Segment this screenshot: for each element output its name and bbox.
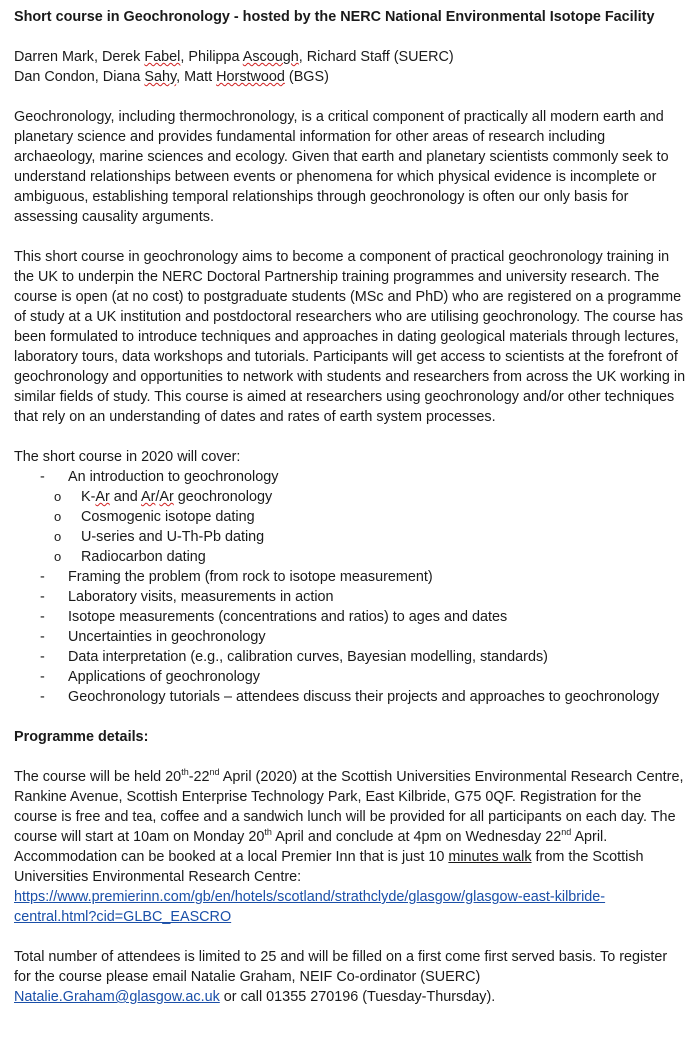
sublist-item: o U-series and U-Th-Pb dating xyxy=(14,527,686,547)
authors-line-bgs: Dan Condon, Diana Sahy, Matt Horstwood (BGS) xyxy=(14,69,329,85)
list-item: - Data interpretation (e.g., calibration curves, Bayesian modelling, standards) xyxy=(14,647,686,667)
list-item: - An introduction to geochronology xyxy=(14,467,686,487)
sublist-item: o Radiocarbon dating xyxy=(14,547,686,567)
list-item: - Applications of geochronology xyxy=(14,667,686,687)
list-item: - Isotope measurements (concentrations and ratios) to ages and dates xyxy=(14,607,686,627)
programme-heading: Programme details: xyxy=(14,729,149,745)
list-item: - Geochronology tutorials – attendees discuss their projects and approaches to geochronology xyxy=(14,687,686,707)
sublist-item: o K-Ar and Ar/Ar geochronology xyxy=(14,487,686,507)
list-item: - Uncertainties in geochronology xyxy=(14,627,686,647)
aims-paragraph: This short course in geochronology aims to become a component of practical geochronology training in the UK to underpin the NERC Doctoral Partnership training programmes and university research. The course is open (at no cost) to postgraduate students (MSc and PhD) who are registered on a programme of study at a UK institution and postdoctoral researchers who are utilising geochronology. The course has been formulated to introduce techniques and approaches in dating geological materials through lectures, laboratory tours, data workshops and tutorials. Participants will get access to scientists at the forefront of geochronology and opportunities to network with students and researchers from across the UK working in similar fields of study. This course is aimed at researchers using geochronology and/or other techniques that rely on an understanding of dates and rates of earth system processes. xyxy=(14,249,686,425)
intro-paragraph: Geochronology, including thermochronology, is a critical component of practically all modern earth and planetary science and provides fundamental information for other areas of research including archaeology, marine sciences and ecology. Given that earth and planetary scientists commonly seek to understand relationships between events or phenomena for which physical evidence is incomplete or ambiguous, establishing temporal relationships through geochronology is often our only basis for assessing causality arguments. xyxy=(14,109,669,225)
cover-list xyxy=(14,467,686,487)
sublist-item: o Cosmogenic isotope dating xyxy=(14,507,686,527)
cover-intro: The short course in 2020 will cover: xyxy=(14,449,241,465)
programme-paragraph: The course will be held 20th-22nd April (2020) at the Scottish Universities Environmental Research Centre, Rankine Avenue, Scottish Enterprise Technology Park, East Kilbride, G75 0QF. Registration for the course is free and tea, coffee and a sandwich lunch will be provided for all participants on each day. The course will start at 10am on Monday 20th April and conclude at 4pm on Wednesday 22nd April. Accommodation can be booked at a local Premier Inn that is just 10 minutes walk from the Scottish Universities Environmental Research Centre: https://www.premierinn.com/gb/en/hotels/scotland/strathclyde/glasgow/glasgow-east-kilbride-central.html?cid=GLBC_EASCRO xyxy=(14,767,684,925)
authors-block xyxy=(14,47,686,87)
email-link[interactable]: Natalie.Graham@glasgow.ac.uk xyxy=(14,989,220,1005)
authors-line-suerc: Darren Mark, Derek Fabel, Philippa Ascough, Richard Staff (SUERC) xyxy=(14,49,454,65)
registration-paragraph: Total number of attendees is limited to 25 and will be filled on a first come first served basis. To register for the course please email Natalie Graham, NEIF Co-ordinator (SUERC) Natalie.Graham@glasgow.ac.uk or call 01355 270196 (Tuesday-Thursday). xyxy=(14,949,668,1005)
premier-inn-link[interactable]: https://www.premierinn.com/gb/en/hotels/scotland/strathclyde/glasgow/glasgow-east-kilbride-central.html?cid=GLBC_EASCRO xyxy=(14,889,606,925)
list-item: - Framing the problem (from rock to isotope measurement) xyxy=(14,567,686,587)
cover-list-continued xyxy=(14,567,686,707)
document-title: Short course in Geochronology - hosted by the NERC National Environmental Isotope Facility xyxy=(14,9,655,25)
cover-sublist xyxy=(14,487,686,567)
list-item: - Laboratory visits, measurements in action xyxy=(14,587,686,607)
